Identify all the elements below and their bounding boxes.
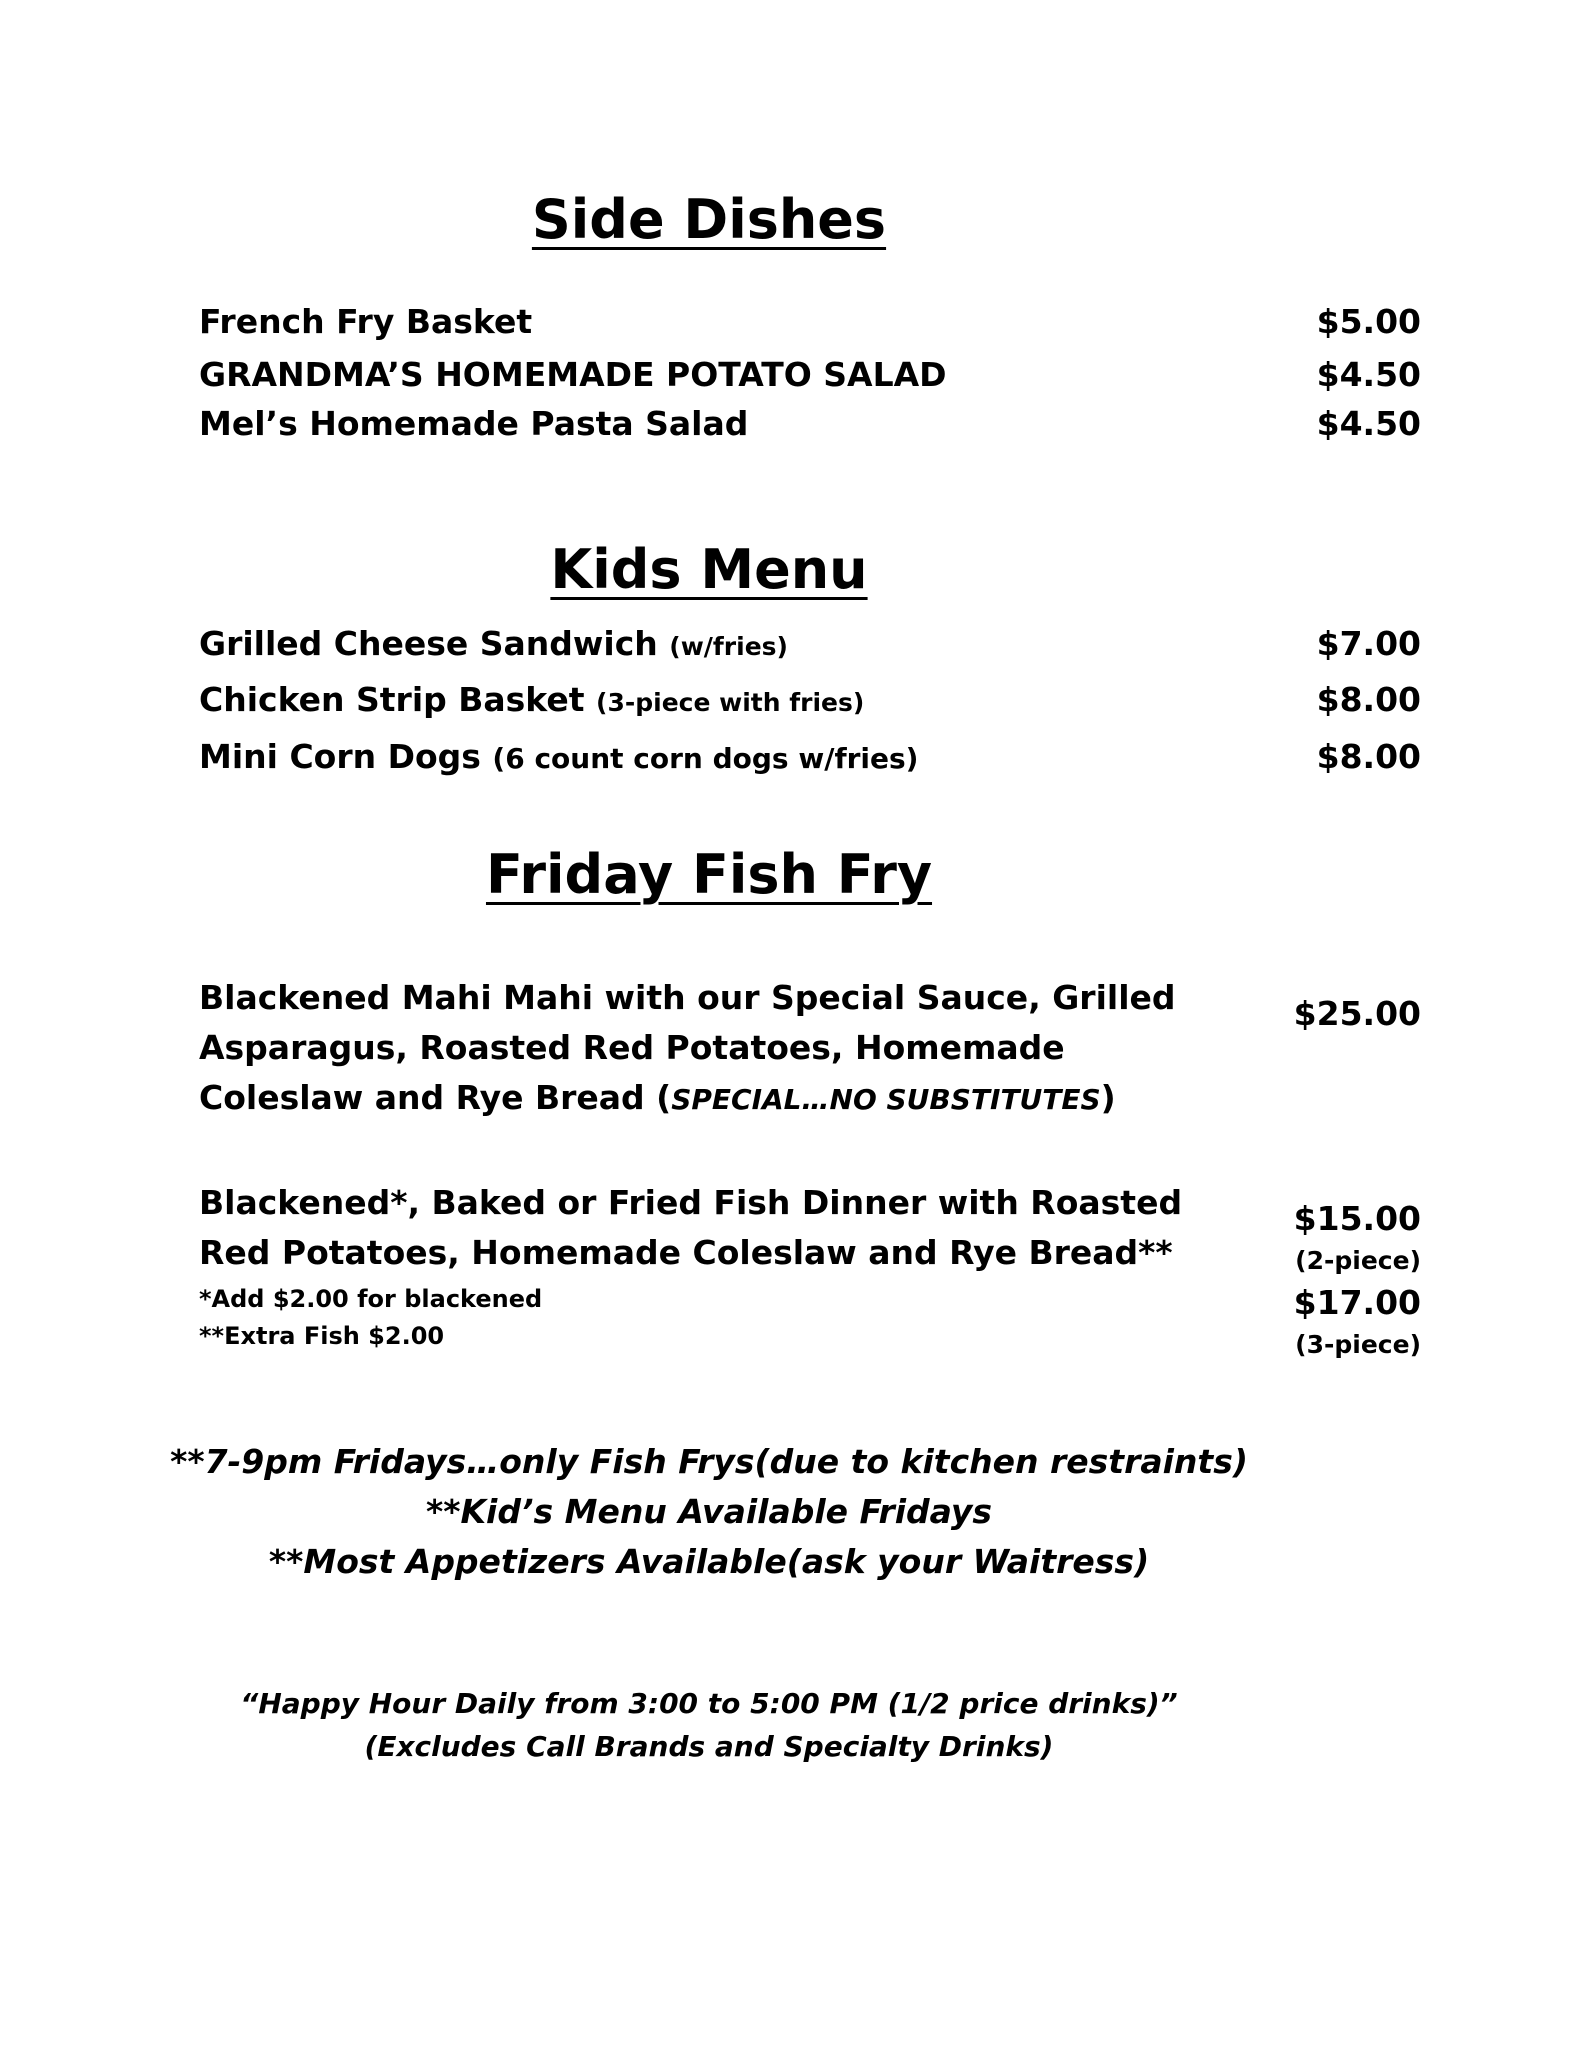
item-note: (6 count corn dogs w/fries) <box>492 742 919 775</box>
item-price: $4.50 <box>1316 404 1421 443</box>
item-name: GRANDMA’S HOMEMADE POTATO SALAD <box>199 355 947 394</box>
item-name: Mel’s Homemade Pasta Salad <box>199 404 749 443</box>
special-close: ) <box>1100 1078 1116 1117</box>
special-note: SPECIAL…NO SUBSTITUTES <box>671 1083 1101 1116</box>
item-price: $8.00 <box>1316 737 1421 776</box>
notice-line: **Kid’s Menu Available Fridays <box>425 1492 993 1531</box>
friday-notices <box>0 1437 1418 1587</box>
happy-hour-exclusions: (Excludes Call Brands and Specialty Drinks) <box>364 1730 1054 1763</box>
side-dishes-title: Side Dishes <box>531 188 887 251</box>
special-price-block <box>1294 992 1421 1036</box>
menu-item-row <box>199 298 1421 346</box>
notice-line: **Most Appetizers Available(ask your Waitress) <box>268 1542 1150 1581</box>
special-description <box>199 973 1209 1125</box>
dinner-price-3-piece: $17.00 <box>1293 1283 1421 1322</box>
dinner-description: Blackened*, Baked or Fried Fish Dinner with Roasted Red Potatoes, Homemade Coleslaw and Rye Bread** <box>199 1183 1183 1272</box>
blackened-note: *Add $2.00 for blackened <box>199 1285 543 1313</box>
fish-fry-heading <box>0 845 1418 904</box>
kids-menu-heading <box>0 540 1418 599</box>
special-price: $25.00 <box>1293 994 1421 1033</box>
item-name <box>199 676 864 727</box>
happy-hour <box>0 1682 1418 1768</box>
item-label: Chicken Strip Basket <box>199 680 585 719</box>
item-name: French Fry Basket <box>199 302 533 341</box>
item-note: (w/fries) <box>669 632 788 661</box>
side-dishes-heading <box>0 190 1418 249</box>
menu-item-row <box>199 351 1421 399</box>
item-note: (3-piece with fries) <box>596 688 865 717</box>
extra-fish-note: **Extra Fish $2.00 <box>199 1322 445 1350</box>
item-label: Grilled Cheese Sandwich <box>199 624 658 663</box>
happy-hour-line: “Happy Hour Daily from 3:00 to 5:00 PM (1/2 price drinks)” <box>240 1687 1178 1720</box>
menu-item-row <box>199 733 1421 781</box>
item-price: $8.00 <box>1316 680 1421 719</box>
menu-item-row <box>199 400 1421 448</box>
dinner-price-2-piece: $15.00 <box>1293 1199 1421 1238</box>
item-label: Mini Corn Dogs <box>199 737 481 776</box>
special-text: Blackened Mahi Mahi with our Special Sauce, Grilled Asparagus, Roasted Red Potatoes, Homemade Coleslaw and Rye Bread ( <box>199 978 1176 1117</box>
dinner-qty-3-piece: (3-piece) <box>1295 1330 1421 1359</box>
item-price: $7.00 <box>1316 624 1421 663</box>
item-name <box>199 733 918 783</box>
notice-line: **7-9pm Fridays…only Fish Frys(due to kitchen restraints) <box>170 1442 1248 1481</box>
menu-item-row <box>199 620 1421 668</box>
dinner-qty-2-piece: (2-piece) <box>1295 1246 1421 1275</box>
item-price: $4.50 <box>1316 355 1421 394</box>
kids-menu-title: Kids Menu <box>550 538 868 601</box>
item-price: $5.00 <box>1316 302 1421 341</box>
item-name <box>199 620 788 671</box>
menu-item-row <box>199 676 1421 724</box>
fish-fry-title: Friday Fish Fry <box>485 843 933 906</box>
dinner-price-block <box>1294 1197 1421 1365</box>
